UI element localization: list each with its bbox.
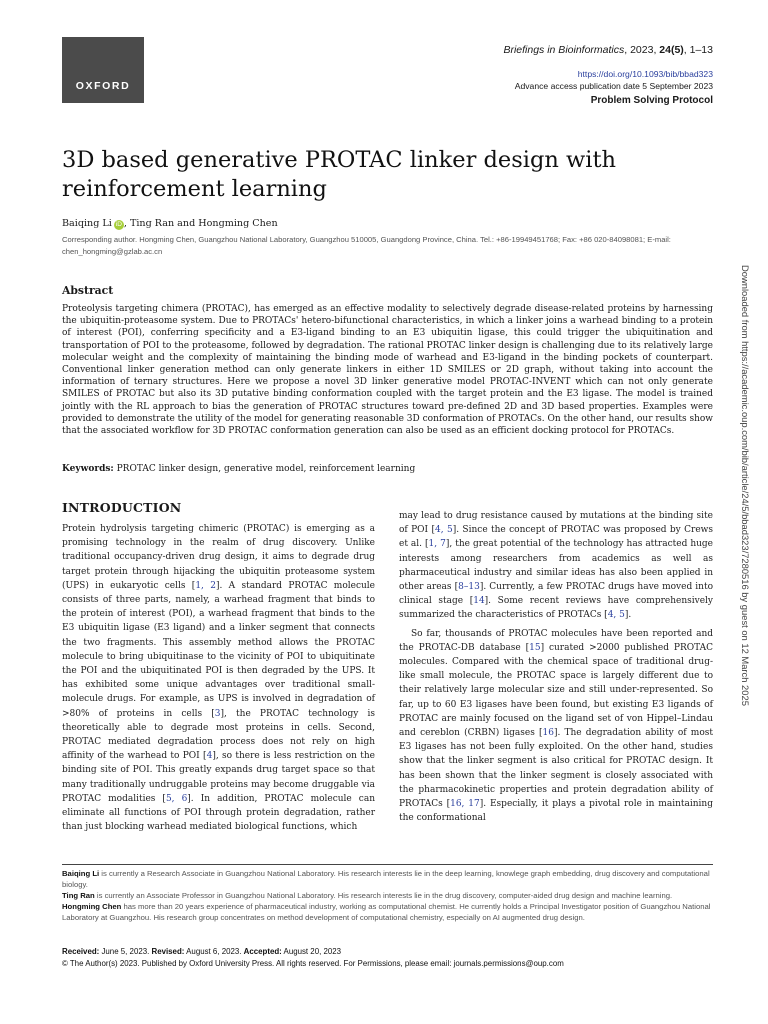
text-run: ]. In addition, PROTAC molecule can eliminate all functions of POI through protein degradation, rather than just blocking warhead mediated biological functions, which [62, 793, 375, 833]
article-type: Problem Solving Protocol [590, 95, 713, 106]
text-run: Protein hydrolysis targeting chimeric (PROTAC) is emerging as a promising technology in the realm of drug discovery. Unlike traditional occupancy-driven drug design, it aims to degrade drug target protein through hijacking the ubiquitin proteasome system (UPS) in eukaryotic cells [ [62, 524, 375, 591]
text-run: ]. The degradation ability of most E3 ligases has not been fully exploited. On the other hand, studies show that the linker segment is also critical for PROTAC design. It has been shown that the linker segment is closely associated with the pharmacokinetic properties and protein degradation ability of PROTACs [ [399, 728, 713, 810]
accepted-date: August 20, 2023 [281, 947, 342, 956]
download-watermark-text: Downloaded from https://academic.oup.com/bib/article/24/5/bbad323/7280516 by guest on 12 March 2025 [740, 265, 751, 706]
abstract-heading: Abstract [62, 284, 114, 297]
text-run: ]. Some recent reviews have comprehensively summarized the characteristics of PROTACs [ [399, 596, 714, 621]
keywords-text: PROTAC linker design, generative model, reinforcement learning [113, 464, 416, 474]
text-run: ]. A standard PROTAC molecule consists of three parts, namely, a warhead fragment that binds to the protein of interest (POI), a warhead fragment that binds to the E3 ubiquitin ligase (E3 ligand) and a linker segment that connects the two fragments. This assembly method allows the PROTAC molecule to bring ubiquitinase to the vicinity of POI to ubiquitinate the POI and the ubiquitinated POI is then degraded by the UPS. It has exhibited some unique advantages over traditional small-molecule drugs. For example, as UPS is involved in degradation of >80% of proteins in cells [ [62, 580, 375, 719]
citation-link[interactable]: 1, 2 [195, 580, 216, 591]
text-run: ], the PROTAC technology is theoretically able to degrade most proteins in cells. Second, PROTAC mediated degradation process does not rely on high affinity of the warhead to POI [ [62, 708, 376, 762]
citation-link[interactable]: 1, 7 [428, 539, 446, 550]
citation-link[interactable]: 16, 17 [450, 799, 480, 810]
publication-dates [62, 947, 341, 956]
citation-link[interactable]: 16 [542, 728, 554, 739]
right-column [399, 509, 713, 825]
citation-link[interactable]: 4 [206, 751, 213, 762]
text-run: ] curated >2000 published PROTAC molecules. Compared with the chemical space of traditional drug-like small molecule, the PROTAC space is largely different due to their relatively large molecular size and still under-represented. So far, up to 60 E3 ligases have been found, but existing E3 ligands of PROTAC are mainly focused on the ligand set of von Hippel–Lindau and cereblon (CRBN) ligases [ [399, 642, 713, 739]
author-list [62, 218, 278, 230]
bio-entry [62, 901, 713, 923]
journal-volume: 24(5) [659, 44, 684, 56]
introduction-heading: INTRODUCTION [62, 500, 182, 515]
text-run: may lead to drug resistance caused by mutations at the binding site of POI [ [399, 511, 713, 536]
bio-entry [62, 868, 713, 890]
left-column [62, 522, 375, 834]
correspondence: Corresponding author. Hongming Chen, Guangzhou National Laboratory, Guangzhou 510005, Guangdong Province, China. Tel.: +86-19949451768; Fax: +86 020-84098081; E-mail: chen_hongming@gzlab.ac.cn [62, 235, 671, 256]
doi-link[interactable]: https://doi.org/10.1093/bib/bbad323 [577, 69, 713, 79]
text-run: ], so there is less restriction on the binding site of POI. This greatly expands drug target space so that many traditionally undruggable proteins may become druggable via PROTAC modalities [ [62, 751, 376, 804]
received-date: June 5, 2023. [99, 947, 152, 956]
bio-text: is currently an Associate Professor in Guangzhou National Laboratory. His research interests lie in the drug discovery, computer-aided drug design and machine learning. [94, 891, 673, 900]
paragraph [62, 522, 375, 834]
paragraph [399, 509, 713, 623]
citation-link[interactable]: 4, 5 [435, 525, 453, 536]
text-run: ]. Currently, a few PROTAC drugs have moved into clinical stage [ [399, 582, 713, 607]
orcid-icon[interactable]: iD [115, 221, 122, 228]
journal-header [503, 44, 713, 108]
citation-link[interactable]: 4, 5 [607, 610, 625, 621]
author-rest: , Ting Ran and Hongming Chen [123, 218, 278, 229]
text-run: ]. [624, 610, 632, 621]
bio-entry [62, 890, 713, 901]
journal-citation [503, 44, 713, 57]
text-run: ]. Especially, it plays a pivotal role in maintaining the conformational [399, 799, 713, 824]
bio-name: Hongming Chen [62, 902, 122, 911]
citation-year: , 2023, [624, 44, 660, 56]
bio-name: Baiqing Li [62, 869, 100, 878]
advance-access-date: Advance access publication date 5 September 2023 [514, 81, 713, 91]
article-title: 3D based generative PROTAC linker design with reinforcement learning [62, 147, 617, 202]
journal-name: Briefings in Bioinformatics [503, 44, 625, 56]
abstract-text: Proteolysis targeting chimera (PROTAC), has emerged as an effective modality to selectively degrade disease-related proteins by harnessing the ubiquitin-proteasome system. Due to PROTACs' hetero-bifunctional characteristics, in which a linker joins a warhead binding to a protein of interest (POI), conferring specificity and a E3-ligand binding to an E3 ubiquitin ligase, this could trigger the ubiquitination and transportation of POI to the proteasome, followed by degradation. The rational PROTAC linker design is challenging due to its relatively large molecular weight and the complexity of maintaining the binding mode of warhead and E3-ligand in the binding pockets of counterpart. Conventional linker generation method can only generate linkers in either 1D SMILES or 2D graph, without taking into account the information of ternary structures. Here we propose a novel 3D linker generative model PROTAC-INVENT which can not only generate SMILES of PROTAC but also its 3D putative binding conformation coupled with the target protein and the E3 ligase. The model is trained jointly with the RL approach to bias the generation of PROTAC structures toward pre-defined 2D and 3D based properties. Examples were provided to demonstrate the utility of the model for generating reasonable 3D conformation of PROTACs. On the other hand, our results show that the associated workflow for 3D PROTAC conformation generation can also be used as an efficient docking protocol for PROTACs. [62, 304, 713, 437]
text-run: ], the great potential of the technology has attracted huge interests among researchers from academics as well as pharmaceutical industry and similar ideas has also been applied in other areas [ [399, 539, 713, 593]
revised-label: Revised: [151, 947, 185, 956]
keywords [62, 464, 415, 474]
paragraph [399, 627, 713, 826]
logo-text: OXFORD [75, 80, 131, 92]
citation-link[interactable]: 8–13 [458, 582, 480, 593]
keywords-label: Keywords: [62, 464, 114, 474]
received-label: Received: [62, 947, 100, 956]
download-watermark [741, 265, 751, 785]
author-first[interactable]: Baiqing Li [62, 218, 112, 229]
journal-pages: , 1–13 [683, 44, 713, 56]
copyright-notice: © The Author(s) 2023. Published by Oxford University Press. All rights reserved. For Permissions, please email: journals.permissions@oup.com [62, 959, 564, 968]
citation-link[interactable]: 5, 6 [165, 793, 188, 804]
citation-link[interactable]: 14 [473, 596, 485, 607]
footnote-divider [62, 864, 713, 865]
revised-date: August 6, 2023. [184, 947, 244, 956]
text-run: ]. Since the concept of PROTAC was proposed by Crews et al. [ [399, 525, 713, 550]
bio-text: has more than 20 years experience of pharmaceutical industry, working as computational chemist. He currently holds a Principal Investigator position of Guangzhou National Laboratory at Guangzhou. His research group concentrates on method development of computational chemistry, especially on AI augmented drug design. [62, 902, 711, 922]
author-bios [62, 868, 713, 923]
accepted-label: Accepted: [243, 947, 282, 956]
oxford-logo [62, 37, 144, 103]
citation-link[interactable]: 3 [214, 708, 221, 719]
bio-name: Ting Ran [62, 891, 95, 900]
bio-text: is currently a Research Associate in Guangzhou National Laboratory. His research interests lie in the deep learning, knowlege graph embedding, drug discovery and computational biology. [62, 869, 710, 889]
citation-link[interactable]: 15 [529, 642, 541, 653]
text-run: So far, thousands of PROTAC molecules have been reported and the PROTAC-DB database [ [399, 628, 713, 653]
